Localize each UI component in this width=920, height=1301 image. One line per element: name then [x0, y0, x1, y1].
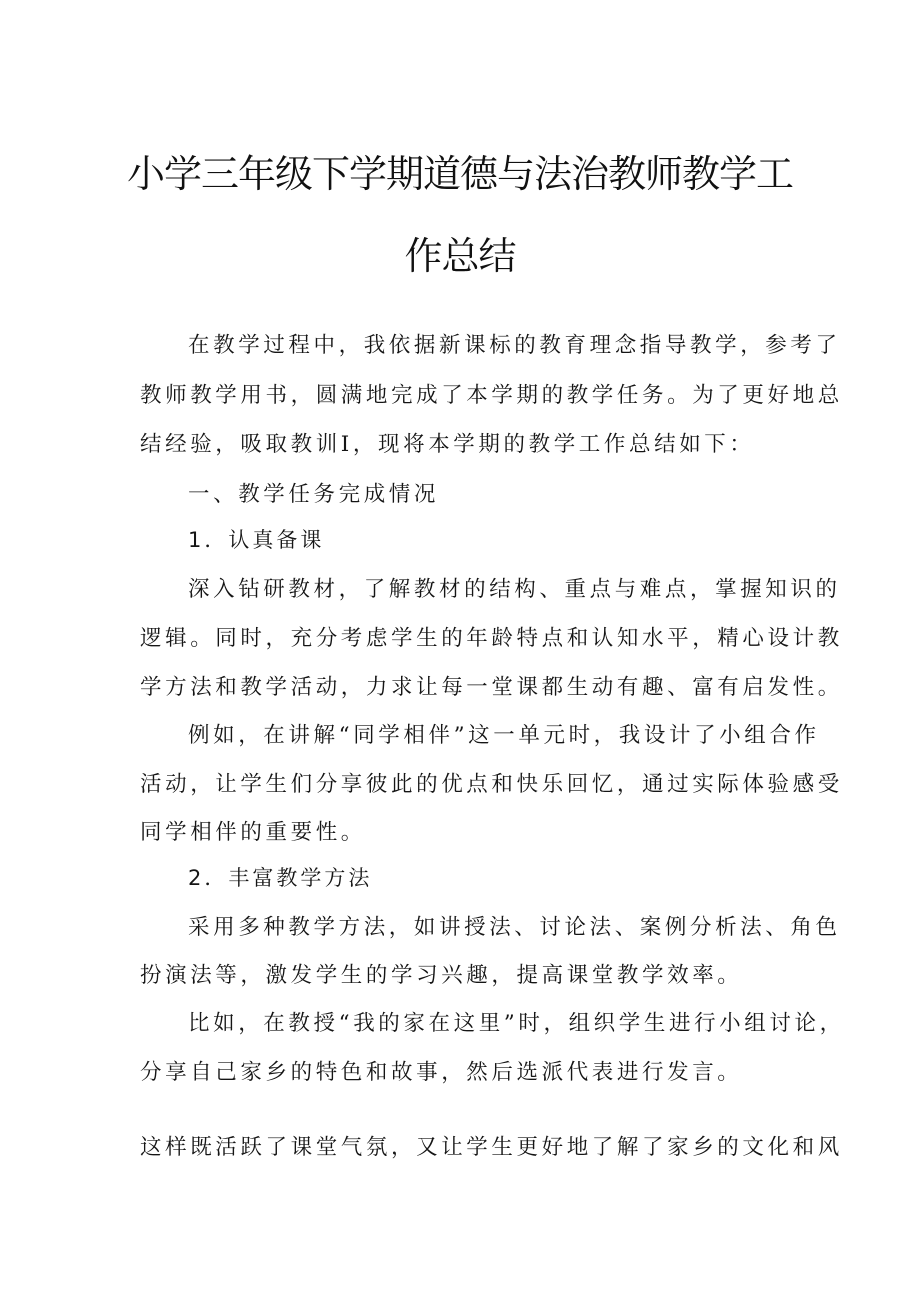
document-title-line-1: 小学三年级下学期道德与法治教师教学工: [126, 152, 793, 196]
item1-para1-line: 深入钻研教材，了解教材的结构、重点与难点，掌握知识的: [188, 577, 841, 602]
item2-para1-line: 扮演法等，激发学生的学习兴趣，提高课堂教学效率。: [140, 963, 743, 988]
intro-line: 教师教学用书，圆满地完成了本学期的教学任务。为了更好地总: [140, 383, 843, 408]
item1-para1-line: 逻辑。同时，充分考虑学生的年龄特点和认知水平，精心设计教: [140, 626, 843, 651]
item-heading-2: 2．丰富教学方法: [188, 866, 373, 890]
item-heading-1: 1．认真备课: [188, 528, 325, 552]
item1-para1-line: 学方法和教学活动，力求让每一堂课都生动有趣、富有启发性。: [140, 675, 843, 700]
item2-para2-line: 分享自己家乡的特色和故事，然后选派代表进行发言。: [140, 1060, 743, 1085]
intro-line: 在教学过程中，我依据新课标的教育理念指导教学，参考了: [188, 333, 841, 358]
item1-para2-line: 例如，在讲解“同学相伴”这一单元时，我设计了小组合作: [188, 723, 820, 748]
trailing-line: 这样既活跃了课堂气氛，又让学生更好地了解了家乡的文化和风: [140, 1135, 843, 1160]
item2-para1-line: 采用多种教学方法，如讲授法、讨论法、案例分析法、角色: [188, 915, 841, 940]
item1-para2-line: 活动，让学生们分享彼此的优点和快乐回忆，通过实际体验感受: [140, 772, 843, 797]
intro-line: 结经验，吸取教训I，现将本学期的教学工作总结如下：: [140, 432, 755, 457]
item2-para2-line: 比如，在教授“我的家在这里”时，组织学生进行小组讨论，: [188, 1011, 845, 1036]
document-title-line-2: 作总结: [404, 234, 516, 278]
item1-para2-line: 同学相伴的重要性。: [140, 820, 366, 845]
section-heading: 一、教学任务完成情况: [188, 482, 440, 507]
